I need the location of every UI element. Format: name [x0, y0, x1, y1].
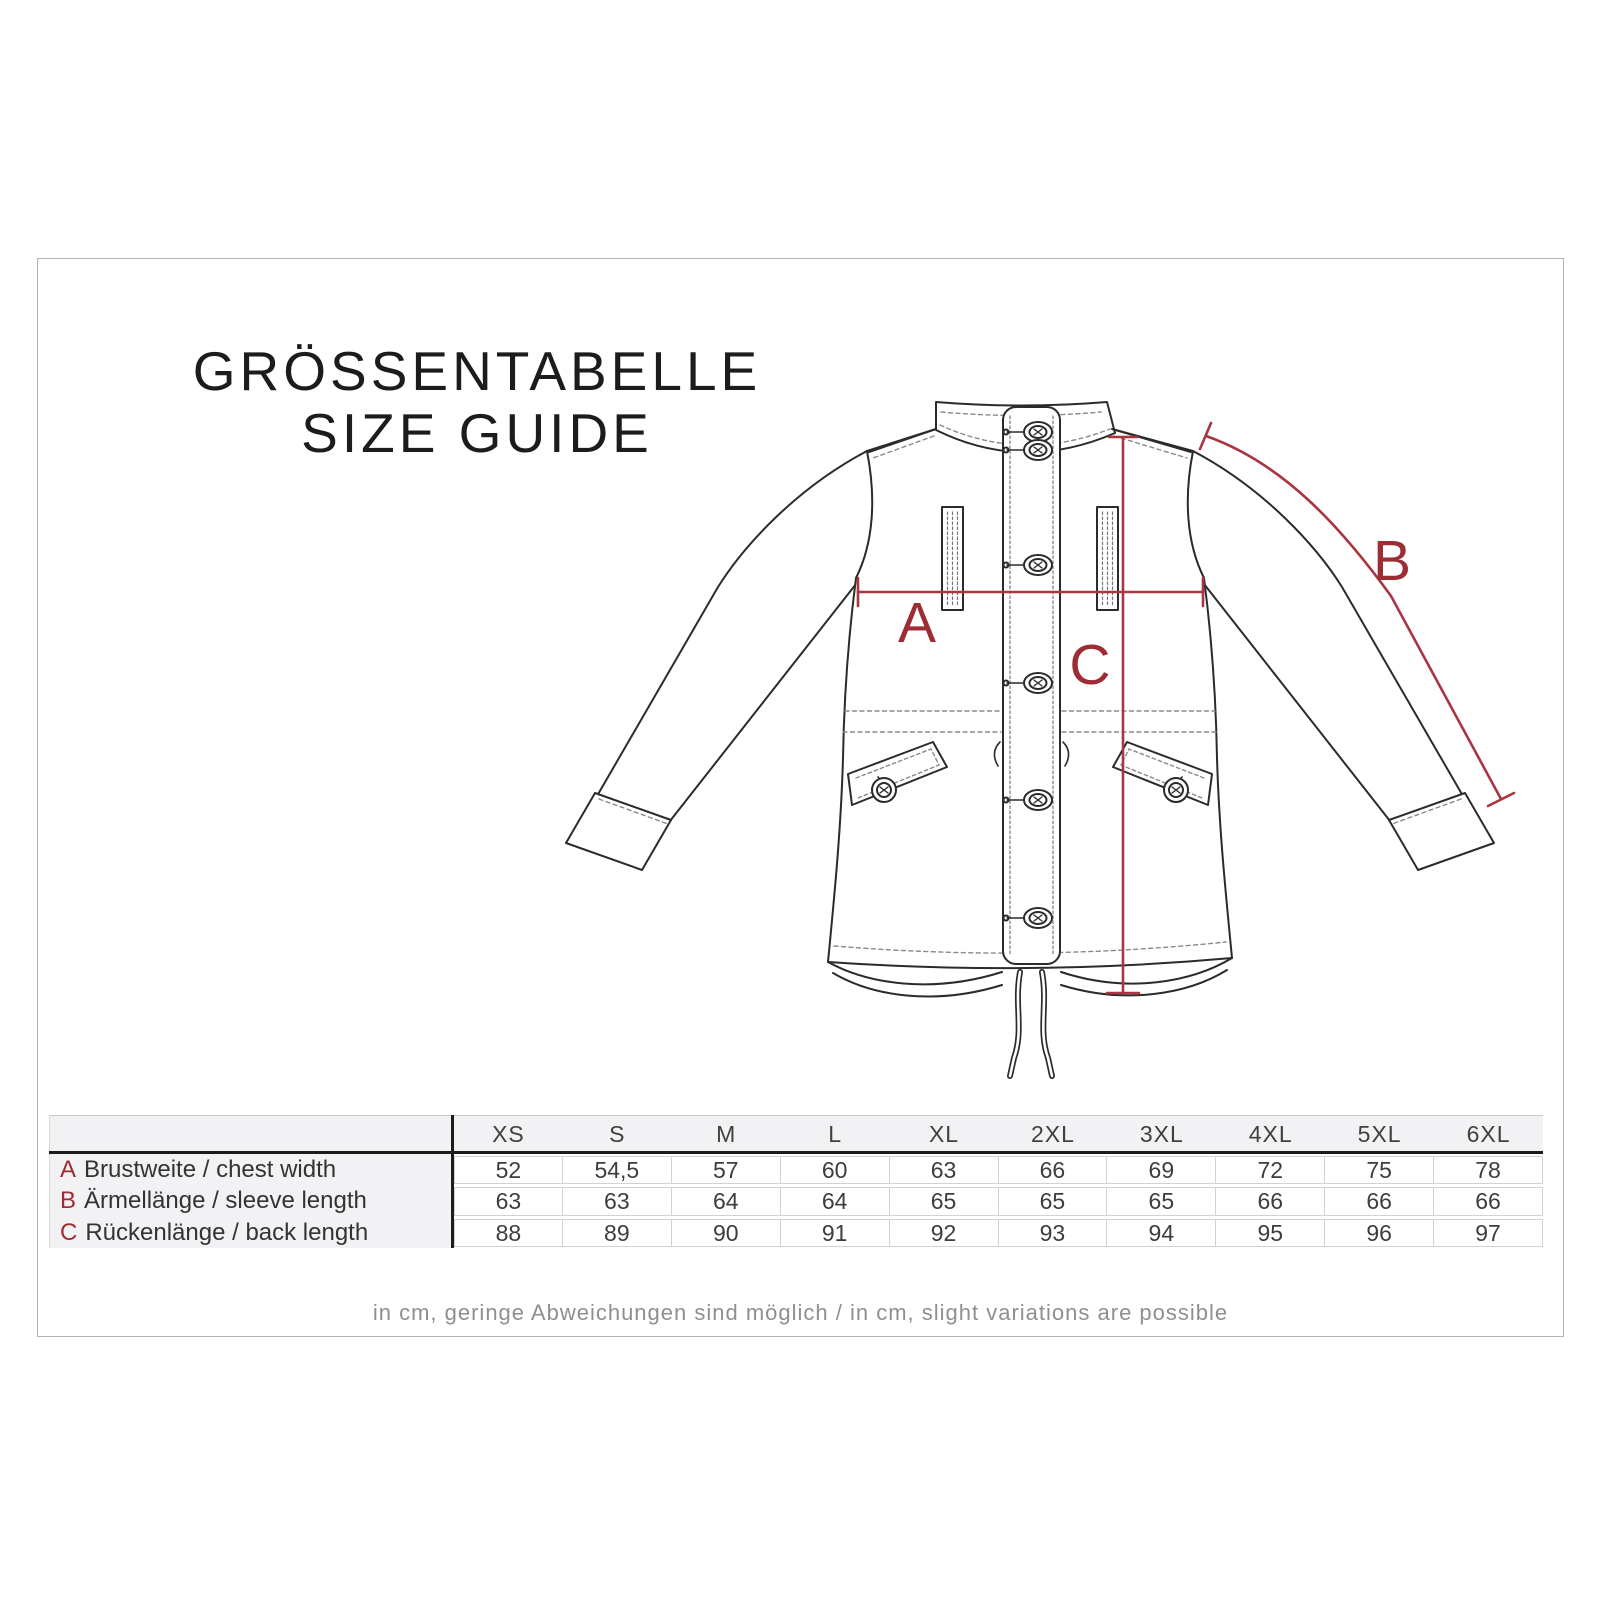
- value-cell: 66: [1216, 1187, 1325, 1216]
- value-cell: 52: [454, 1156, 563, 1184]
- value-cell: 75: [1325, 1156, 1434, 1184]
- row-label-text: Rückenlänge / back length: [85, 1218, 369, 1246]
- value-cell: 97: [1434, 1219, 1543, 1247]
- size-header-3xl: 3XL: [1139, 1121, 1184, 1147]
- size-header-l: L: [828, 1121, 843, 1147]
- value-cell: 93: [999, 1219, 1108, 1247]
- value-cell: 66: [1325, 1187, 1434, 1216]
- value-cell: 63: [454, 1187, 563, 1216]
- value-cell: 64: [672, 1187, 781, 1216]
- measurement-footnote: in cm, geringe Abweichungen sind möglich / in cm, slight variations are possible: [372, 1300, 1229, 1325]
- size-header-6xl: 6XL: [1466, 1121, 1511, 1147]
- row-label-text: Brustweite / chest width: [84, 1155, 337, 1183]
- size-header-m: M: [716, 1121, 737, 1147]
- size-table-grid: [49, 1115, 1543, 1248]
- value-cell: 66: [1434, 1187, 1543, 1216]
- size-header-s: S: [609, 1121, 626, 1147]
- value-cell: 89: [563, 1219, 672, 1247]
- value-cell: 63: [890, 1156, 999, 1184]
- value-cell: 66: [999, 1156, 1108, 1184]
- row-label-sleeve-length: [49, 1185, 454, 1217]
- row-label-text: Ärmellänge / sleeve length: [84, 1187, 367, 1214]
- value-cell: 78: [1434, 1156, 1543, 1184]
- value-cell: 96: [1325, 1219, 1434, 1247]
- title-english: SIZE GUIDE: [301, 402, 653, 464]
- value-cell: 63: [563, 1187, 672, 1216]
- row-label-chest-width: [49, 1154, 454, 1185]
- size-header-2xl: 2XL: [1030, 1121, 1075, 1147]
- value-cell: 65: [999, 1187, 1108, 1216]
- right-sleeve: [1187, 451, 1463, 821]
- size-header-4xl: 4XL: [1248, 1121, 1293, 1147]
- size-header-xl: XL: [928, 1121, 960, 1147]
- value-cell: 94: [1107, 1219, 1216, 1247]
- value-cell: 65: [1107, 1187, 1216, 1216]
- measure-label-c: C: [1069, 633, 1111, 697]
- row-key-a: A: [60, 1155, 77, 1183]
- value-cell: 88: [454, 1219, 563, 1247]
- hem-drawcords: [1010, 972, 1052, 1076]
- value-cell: 64: [781, 1187, 890, 1216]
- value-cell: 90: [672, 1219, 781, 1247]
- size-table: [49, 1115, 1543, 1248]
- value-cell: 57: [672, 1156, 781, 1184]
- value-cell: 92: [890, 1219, 999, 1247]
- title-german: GRÖSSENTABELLE: [192, 340, 762, 402]
- value-cell: 95: [1216, 1219, 1325, 1247]
- measure-label-b: B: [1372, 529, 1412, 593]
- value-cell: 60: [781, 1156, 890, 1184]
- size-header-5xl: 5XL: [1357, 1121, 1402, 1147]
- row-key-b: B: [60, 1187, 77, 1214]
- row-label-back-length: [49, 1217, 454, 1248]
- measure-label-a: A: [897, 591, 937, 655]
- value-cell: 69: [1107, 1156, 1216, 1184]
- row-key-c: C: [60, 1218, 78, 1246]
- value-cell: 91: [781, 1219, 890, 1247]
- value-cell: 65: [890, 1187, 999, 1216]
- value-cell: 54,5: [563, 1156, 672, 1184]
- value-cell: 72: [1216, 1156, 1325, 1184]
- left-sleeve: [597, 451, 873, 821]
- table-corner-cell: [49, 1115, 454, 1154]
- size-header-xs: XS: [492, 1121, 525, 1147]
